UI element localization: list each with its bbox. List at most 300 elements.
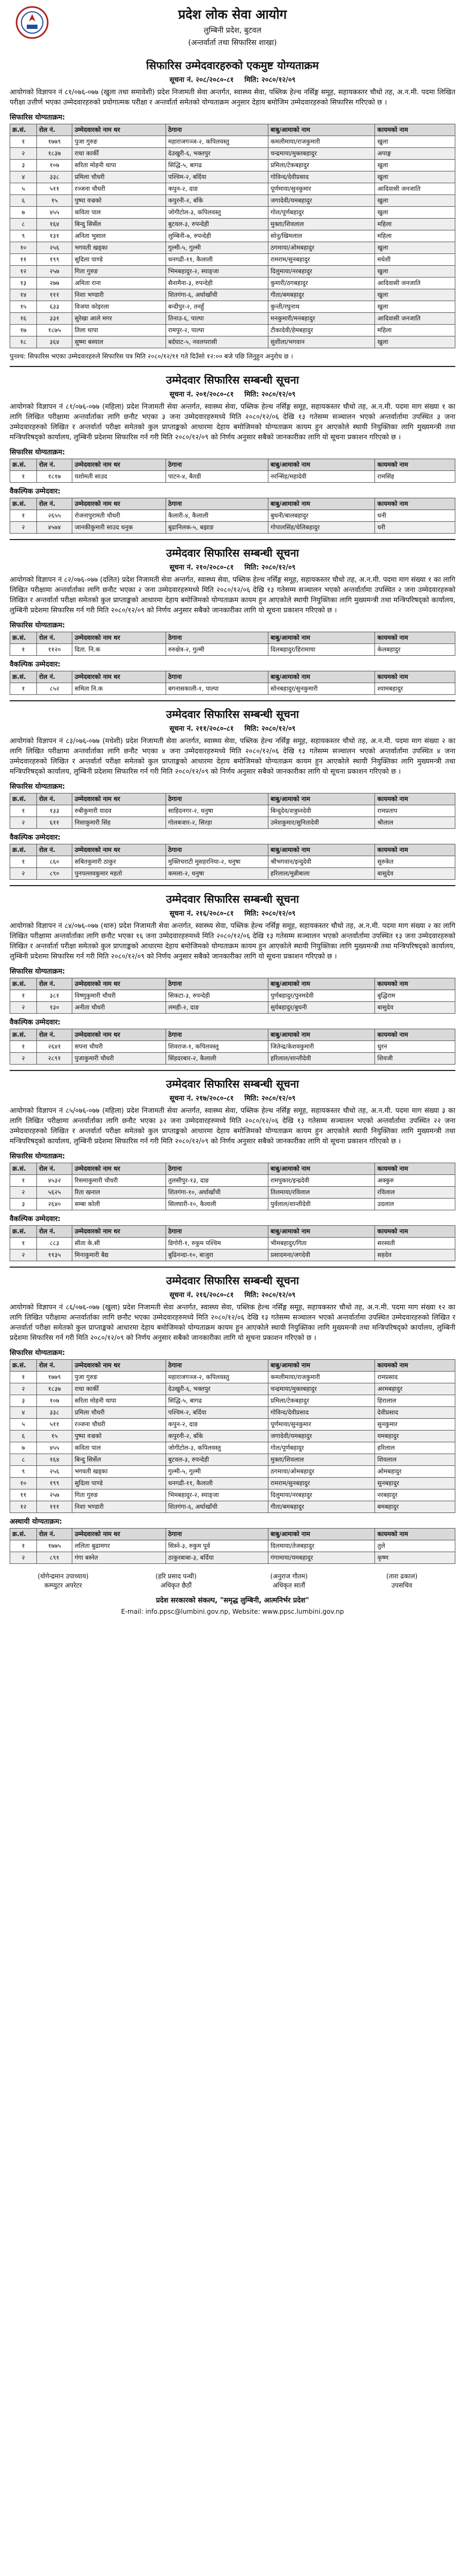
table-cell: प्रमिला चौधरी [72, 171, 166, 183]
column-header: बाबु/आमाको नाम [268, 498, 374, 510]
table-cell: ५६२५ [36, 1187, 72, 1199]
section-divider [10, 366, 455, 367]
candidate-table [10, 1029, 455, 1065]
signatories [10, 1571, 455, 1590]
table-row [10, 136, 455, 148]
table-cell: कमलीमाया/राजकुमारी [268, 1372, 374, 1383]
table-cell: ५११ [36, 1419, 72, 1431]
table-cell: सपना चौधरी [72, 1041, 166, 1053]
column-header: कायमको नाम [375, 671, 455, 683]
table-row [10, 183, 455, 195]
section-divider [10, 700, 455, 701]
column-header: कायमको नाम [375, 459, 455, 471]
table-cell: १ [10, 471, 37, 483]
table-cell: साहिदनगर-२, धनुषा [166, 805, 268, 817]
table-cell: कपुरनी-२, बाँके [166, 195, 268, 207]
table-row [10, 471, 455, 483]
table-cell: जानकीकुमारी साउद धनुक [72, 522, 166, 534]
notice-title: उम्मेदवार सिफारिस सम्बन्धी सूचना [166, 893, 299, 905]
table-row [10, 683, 455, 695]
table-cell: १७७९ [36, 136, 72, 148]
table-cell: २६४० [36, 1199, 72, 1210]
column-header: ठेगाना [166, 844, 268, 856]
table-cell: १ [10, 510, 37, 522]
table-cell: सहदेव [375, 1249, 455, 1261]
merit-list-label: सिफारिस योग्यताक्रम: [10, 621, 65, 630]
column-header: ठेगाना [166, 1226, 268, 1238]
table-cell: १ [10, 1238, 37, 1249]
column-header: ठेगाना [166, 1529, 268, 1540]
table-cell: ठगमाया/ओमबहादुर [268, 1466, 374, 1478]
table-cell: प्रसादमना/जगदेवी [268, 1249, 374, 1261]
table-row [10, 817, 455, 829]
table-cell: ८६० [36, 856, 72, 868]
table-cell: ७ [10, 1442, 37, 1454]
nepal-emblem-icon [15, 5, 49, 40]
table-cell: मुक्तिचराटी मुसहरनिया-२, धनुषा [166, 856, 268, 868]
table-cell: तुले [375, 1540, 455, 1552]
table-cell: दिलमाया/तेजबहादुर [268, 1540, 374, 1552]
table-cell: गिता गुरुङ [72, 266, 166, 278]
table-cell: बगनासकाली-१, पाल्पा [166, 683, 268, 695]
column-header: रोल नं. [36, 844, 72, 856]
notice-number: सूचना नं. २१०/२०८०-८१ [169, 564, 234, 572]
table-row [10, 1175, 455, 1187]
table-header-row [10, 124, 455, 136]
table-cell: सुदिला पाण्डे [72, 254, 166, 266]
table-cell: २ [10, 522, 37, 534]
column-header: उम्मेदवारको नाम थर [72, 978, 166, 990]
column-header: बाबु/आमाको नाम [268, 459, 374, 471]
alternate-list-label: वैकल्पिक उम्मेदवार: [10, 1019, 61, 1027]
column-header: रोल नं. [36, 978, 72, 990]
table-cell: बुद्धिराम [375, 990, 455, 1002]
notice-paragraph: आयोगको विज्ञापन नं ८४/०७६-०७७ (थारु) प्रदेश निजामती सेवा अन्तर्गत, स्वास्थ्य सेवा, पब्लिक हेल्थ नर्सिङ्ग समूह, सहायकस्तर चौथो तह, अ.न.मी. पदमा माग संख्या २ का लागि लिखित परीक्षामा अन्तर्वार्ताका लागि छनौट भएका १६ जना उम्मेदवारहरुमध्ये मिति २०८०/१२/०६ देखि १३ गतेसम्म सञ्चालन भएको अन्तर्वार्तामा उपस्थित १३ जना उम्मेदवारहरुको लिखित र अन्तर्वार्ता परीक्षा समेतको कुल प्राप्ताङ्कको आधारमा देहाय बमोजिमको योग्यताक्रम कायम हुन आएकोले स्थायी नियुक्तिका लागि मुख्यमन्त्री तथा मन्त्रिपरिषद्को कार्यालय, लुम्बिनी प्रदेशमा सिफारिस गर्न गरी मिति २०८०/१२/०९ को निर्णय अनुसार सबैको जानकारीका लागि यो सूचना प्रकाशन गरिएको छ । [10, 922, 455, 961]
table-cell: तिनाउ-६, पाल्पा [166, 313, 268, 325]
table-cell: रञ्जना चौधरी [72, 1419, 166, 1431]
table-cell: पूर्णमाया/सुनकुमार [268, 183, 374, 195]
notice-number-line [10, 1290, 455, 1299]
table-cell: २ [10, 148, 37, 160]
column-header: क्र.सं. [10, 1226, 37, 1238]
table-cell: २ [10, 1187, 37, 1199]
table-cell: २ [10, 1383, 37, 1395]
table-cell: दिलुमाया/नरबहादुर [268, 266, 374, 278]
table-cell: सुनबहादुर [375, 1478, 455, 1489]
notice-title: सिफारिस उम्मेदवारहरुको एकमुष्ट योग्यताक्रम [146, 59, 319, 72]
table-cell: रुबीकुमारी यादव [72, 805, 166, 817]
table-row [10, 1053, 455, 1065]
table-cell: खुला [375, 195, 455, 207]
table-cell: ५११ [36, 183, 72, 195]
table-header-row [10, 1226, 455, 1238]
table-header-row [10, 793, 455, 805]
table-cell: भगवती खड्का [72, 242, 166, 254]
table-cell: केलबहादुर [375, 644, 455, 656]
table-row [10, 1249, 455, 1261]
table-cell: गिता गुरुङ [72, 1489, 166, 1501]
commission-location: लुम्बिनी प्रदेश, बुटवल [204, 26, 261, 35]
table-cell: नरन्सिंह/महादेवी [268, 471, 374, 483]
table-row [10, 289, 455, 301]
table-cell: गोल/पूर्णबहादुर [268, 1442, 374, 1454]
signatory: (तारा ढकाल) उपसचिव [386, 1572, 418, 1589]
column-header: कायमको नाम [375, 793, 455, 805]
table-cell: कपुन-२, दाङ [166, 183, 268, 195]
notice-number: सूचना नं. २१७/२०८०-८१ [169, 1095, 234, 1103]
column-header: बाबु/आमाको नाम [268, 671, 374, 683]
table-row [10, 1238, 455, 1249]
table-cell: निशा भण्डारी [72, 289, 166, 301]
table-cell: धनी [375, 510, 455, 522]
table-cell: श्रीभगवान/इन्दुदेवी [268, 856, 374, 868]
table-cell: विजया कोइरला [72, 301, 166, 313]
table-cell: महाराजगञ्ज-२, कपिलवस्तु [166, 136, 268, 148]
table-cell: अमिता राना [72, 278, 166, 289]
notice-number: सूचना नं. २११/२०८०-८१ [169, 725, 234, 733]
notice-date: मिति: २०८०/१२/०९ [244, 910, 296, 918]
candidate-table [10, 1225, 455, 1261]
notice-paragraph: आयोगको विज्ञापन नं ८१/०७६-०७७ (महिला) प्रदेश निजामती सेवा अन्तर्गत, स्वास्थ्य सेवा, पब्लिक हेल्थ नर्सिङ्ग समूह, सहायकस्तर चौथो तह, अ.न.मी. पदमा माग संख्या १ का लागि लिखित परीक्षामा अन्तर्वार्ताका लागि छनौट भएका ३ जना उम्मेदवारहरुमध्ये मिति २०८०/१२/०६ देखि १३ गतेसम्म सञ्चालन भएको अन्तर्वार्तामा उपस्थित ३ जना उम्मेदवारहरुको लिखित र अन्तर्वार्ता परीक्षा समेतको कुल प्राप्ताङ्कको आधारमा देहाय बमोजिमको योग्यताक्रम कायम हुन आएकोले स्थायी नियुक्तिका लागि मुख्यमन्त्री तथा मन्त्रिपरिषद्को कार्यालय, लुम्बिनी प्रदेशमा सिफारिस गर्न गरी मिति २०८०/१२/०९ को निर्णय अनुसार सबैको जानकारीका लागि यो सूचना प्रकाशन गरिएको छ । [10, 403, 455, 441]
table-cell: सुनकुमार [375, 1419, 455, 1431]
table-cell: शितगंगा-६, अर्घाखाँची [166, 1501, 268, 1513]
table-cell: २ [10, 1053, 37, 1065]
table-cell: ३८१ [36, 990, 72, 1002]
table-row [10, 313, 455, 325]
table-row [10, 230, 455, 242]
table-cell: उमेशकुमार/सुनितादेवी [268, 817, 374, 829]
column-header: ठेगाना [166, 978, 268, 990]
table-cell: अक्कुरु [375, 1175, 455, 1187]
table-cell: गोल/पूर्णबहादुर [268, 207, 374, 219]
table-cell: महिला [375, 325, 455, 336]
table-cell: १८३७ [36, 1383, 72, 1395]
table-cell: गोलबजार-२, सिरहा [166, 817, 268, 829]
table-cell: सुरेखा आले मगर [72, 313, 166, 325]
table-cell: कमलीमाया/राजकुमारी [268, 136, 374, 148]
table-cell: मुक्ता/शिवलाल [268, 219, 374, 230]
table-cell: १३१ [36, 230, 72, 242]
table-cell: ओमबहादुर [375, 1466, 455, 1478]
table-row [10, 254, 455, 266]
table-row [10, 301, 455, 313]
contact-info: E-mail: info.ppsc@lumbini.gov.np, Website: www.ppsc.lumbini.gov.np [121, 1608, 344, 1615]
table-cell: कुन्ती/रघुनाथ [268, 301, 374, 313]
notice-number: सूचना नं. २०८/२०८०-८१ [169, 76, 234, 84]
column-header: रोल नं. [36, 671, 72, 683]
column-header: उम्मेदवारको नाम थर [72, 1226, 166, 1238]
table-cell: रिता खनाल [72, 1187, 166, 1199]
table-cell: कपुन-२, दाङ [166, 1419, 268, 1431]
table-header-row [10, 978, 455, 990]
table-cell: पुजा गुरुङ [72, 136, 166, 148]
notice-date: मिति: २०८०/१२/०९ [244, 1291, 296, 1299]
table-cell: सैनामैना-३, रुपन्देही [166, 278, 268, 289]
column-header: उम्मेदवारको नाम थर [72, 1029, 166, 1041]
column-header: क्र.सं. [10, 459, 37, 471]
table-row [10, 856, 455, 868]
table-cell: कविता पाल [72, 1442, 166, 1454]
table-cell: १५ [36, 1431, 72, 1442]
table-cell: सम्बा कोली [72, 1199, 166, 1210]
recommendation-notice [10, 1070, 455, 1261]
table-cell: रामराम/सुनबहादुर [268, 254, 374, 266]
table-cell: बमबहादुर [375, 1501, 455, 1513]
table-cell: ९ [10, 1466, 37, 1478]
table-cell: ३६४ [36, 336, 72, 348]
table-cell: दिता. नि.क [72, 644, 166, 656]
column-header: उम्मेदवारको नाम थर [72, 844, 166, 856]
table-cell: १ [10, 1372, 37, 1383]
table-cell: १६४ [36, 219, 72, 230]
table-cell: ६११ [36, 817, 72, 829]
column-header: रोल नं. [36, 1029, 72, 1041]
table-cell: तुलसीपुर-१३, दाङ [166, 1175, 268, 1187]
table-cell: अरमबहादुर [375, 1383, 455, 1395]
table-row [10, 1002, 455, 1014]
column-header: बाबु/आमाको नाम [268, 978, 374, 990]
table-cell: मुक्ता/शिवलाल [268, 1454, 374, 1466]
table-cell: पुजा गुरुङ [72, 1372, 166, 1383]
section-divider [10, 1267, 455, 1268]
table-cell: टीकादेवी/हेमबहादुर [268, 325, 374, 336]
table-cell: शितगंगा-६, अर्घाखाँची [166, 289, 268, 301]
table-cell: पुष्पा वज्रको [72, 1431, 166, 1442]
merit-list-label: सिफारिस योग्यताक्रम: [10, 783, 65, 791]
table-cell: शिवराज-१, कपिलवस्तु [166, 1041, 268, 1053]
column-header: उम्मेदवारको नाम थर [72, 1529, 166, 1540]
table-cell: १३ [10, 278, 37, 289]
table-cell: रविलाल [375, 1187, 455, 1199]
column-header: क्र.सं. [10, 978, 37, 990]
table-cell: डिगोरी-१, रुकुम पश्चिम [166, 1238, 268, 1249]
table-header-row [10, 1163, 455, 1175]
table-cell: अपाङ्ग [375, 148, 455, 160]
table-cell: १०७ [36, 160, 72, 171]
table-cell: देउखुरी-६, भक्तपुर [166, 148, 268, 160]
table-row [10, 1372, 455, 1383]
table-cell: खुला [375, 171, 455, 183]
table-cell: बुढिनन्दा-१०, बाजुरा [166, 1249, 268, 1261]
column-header: कायमको नाम [375, 844, 455, 856]
table-cell: ११ [10, 254, 37, 266]
table-row [10, 1419, 455, 1431]
signatory: (हरि प्रसाद पन्थी) अधिकृत छैठौं [155, 1572, 197, 1589]
column-header: ठेगाना [166, 671, 268, 683]
table-cell: ८ [10, 1454, 37, 1466]
column-header: क्र.सं. [10, 1029, 37, 1041]
table-cell: शिवलाल [375, 1454, 455, 1466]
table-cell: १४ [10, 289, 37, 301]
table-cell: १३३ [36, 805, 72, 817]
table-cell: ४५५ [36, 1442, 72, 1454]
column-header: उम्मेदवारको नाम थर [72, 793, 166, 805]
table-cell: सुरुकेत [375, 856, 455, 868]
column-header: क्र.सं. [10, 1360, 37, 1372]
table-cell: बिन्दु सिर्सेल [72, 1454, 166, 1466]
table-cell: १ [10, 1175, 37, 1187]
alternate-list-label: अस्थायी योग्यताक्रम: [10, 1518, 62, 1526]
recommendation-notice [10, 700, 455, 880]
column-header: उम्मेदवारको नाम थर [72, 1163, 166, 1175]
candidate-table [10, 124, 455, 348]
table-row [10, 171, 455, 183]
table-cell: १० [10, 1478, 37, 1489]
table-cell: २७७ [36, 278, 72, 289]
table-row [10, 522, 455, 534]
column-header: बाबु/आमाको नाम [268, 1529, 374, 1540]
merit-list-label: सिफारिस योग्यताक्रम: [10, 1349, 65, 1357]
table-row [10, 1478, 455, 1489]
table-cell: गीता/बमबहादुर [268, 289, 374, 301]
table-cell: अनीता चौधरी [72, 1002, 166, 1014]
table-cell: कमला-२, धनुषा [166, 868, 268, 880]
column-header: क्र.सं. [10, 1529, 37, 1540]
recommendation-notice [10, 1267, 455, 1564]
table-cell: २ [10, 868, 37, 880]
recommendation-notice [10, 366, 455, 534]
notice-number-line [10, 389, 455, 399]
notice-paragraph: आयोगको विज्ञापन नं ८१/०७६-०७७ (खुला तथा समावेशी) प्रदेश निजामती सेवा अन्तर्गत, स्वास्थ्य सेवा, पब्लिक हेल्थ नर्सिङ्ग समूह, सहायकस्तर चौथो तह, अ.न.मी. पदमा लिखित परीक्षा उत्तीर्ण भएका उम्मेदवारहरुको प्रयोगात्मक परीक्षा र अन्तर्वार्ता समेतको योग्यताक्रम अनुसार देहाय बमोजिम उम्मेदवारहरुको सिफारिस गरिएको छ । [10, 88, 455, 107]
table-cell: खुला [375, 160, 455, 171]
table-cell: मनकुमारी/मनबहादुर [268, 313, 374, 325]
column-header: कायमको नाम [375, 1029, 455, 1041]
table-cell: अनिता भुसाल [72, 230, 166, 242]
table-header-row [10, 459, 455, 471]
notice-number: सूचना नं. २१६/२०८०-८१ [169, 1291, 234, 1299]
table-cell: पुनपल्लवकुमार महतो [72, 868, 166, 880]
table-cell: २ [10, 1552, 37, 1564]
table-cell: पुर्वलाल/शान्तीदेवी [268, 1199, 374, 1210]
table-cell: सिकटा-३, रुपन्देही [166, 990, 268, 1002]
table-cell: रामप्रताप [375, 805, 455, 817]
table-row [10, 160, 455, 171]
table-cell: १११ [36, 1501, 72, 1513]
alternate-list-label: वैकल्पिक उम्मेदवार: [10, 661, 61, 669]
table-cell: गोपालसिंह/धेलिबहादुर [268, 522, 374, 534]
table-cell: प्रमिला/टेकबहादुर [268, 1395, 374, 1407]
table-cell: राधा कार्की [72, 1383, 166, 1395]
table-cell: १ [10, 683, 37, 695]
table-row [10, 510, 455, 522]
table-cell: १३० [36, 1002, 72, 1014]
table-cell: २ [10, 1002, 37, 1014]
table-cell: २६५५ [36, 510, 72, 522]
notice-date: मिति: २०८०/१२/०९ [244, 1095, 296, 1103]
table-cell: सोनु/खिमलाल [268, 230, 374, 242]
notice-title: उम्मेदवार सिफारिस सम्बन्धी सूचना [166, 708, 299, 721]
column-header: बाबु/आमाको नाम [268, 1029, 374, 1041]
table-cell: बन्दीपुर-२, तनहुँ [166, 301, 268, 313]
table-cell: गंगा बस्नेत [72, 1552, 166, 1564]
table-cell: ६३३ [36, 301, 72, 313]
table-cell: १८१७ [36, 471, 72, 483]
column-header: क्र.सं. [10, 671, 37, 683]
merit-list-label: सिफारिस योग्यताक्रम: [10, 1152, 65, 1160]
table-cell: जगादेवी/यमबहादुर [268, 195, 374, 207]
table-cell: १७७९ [36, 1372, 72, 1383]
branch-name: (अन्तर्वार्ता तथा सिफारिस शाखा) [188, 39, 277, 47]
table-cell: भिमबहादुर-२, स्याङ्जा [166, 1489, 268, 1501]
table-cell: सरिता मोहनी थापा [72, 160, 166, 171]
signatory: (योगेन्द्रमान उपाध्याय) कम्प्युटर अपरेटर [38, 1572, 89, 1589]
table-header-row [10, 632, 455, 644]
table-cell: बर्दघाट-५, नवलपरासी [166, 336, 268, 348]
column-header: कायमको नाम [375, 1360, 455, 1372]
candidate-table [10, 1528, 455, 1564]
notice-number: सूचना नं. २१६/२०८०-८१ [169, 910, 234, 918]
table-cell: ५ [10, 1419, 37, 1431]
table-cell: ४ [10, 171, 37, 183]
table-row [10, 1407, 455, 1419]
table-row [10, 219, 455, 230]
column-header: ठेगाना [166, 1029, 268, 1041]
table-cell: तिलमाया/रविलाल [268, 1187, 374, 1199]
notice-note: पुनश्च: सिफारिस भएका उम्मेदवारहरुले सिफारिस पत्र मिति २०८०/१२/११ गते दिउँसो १२:०० बजे पछि लिनुहुन अनुरोध छ । [10, 353, 293, 360]
table-cell: धुरन [375, 1041, 455, 1053]
table-cell: भीमबहादुर/गिता [268, 1238, 374, 1249]
table-cell: २ [10, 1249, 37, 1261]
column-header: क्र.सं. [10, 632, 37, 644]
table-cell: ४५३२ [36, 1175, 72, 1187]
table-cell: ६ [10, 195, 37, 207]
table-cell: १२ [10, 266, 37, 278]
table-cell: सिलघारी-१०, कैलाली [166, 1199, 268, 1210]
table-cell: यमबहादुर [375, 1431, 455, 1442]
table-cell: बिन्दुदेव/शत्रुघ्नदेवी [268, 805, 374, 817]
table-cell: हिरालाल [375, 1395, 455, 1407]
column-header: रोल नं. [36, 498, 72, 510]
table-cell: बुधनी/बालबहादुर [268, 510, 374, 522]
table-cell: पश्चिम-२, बर्दिया [166, 171, 268, 183]
column-header: क्र.सं. [10, 124, 37, 136]
table-cell: पूर्णमाया/सुनकुमार [268, 1419, 374, 1431]
table-cell: गुल्मी-५, गुल्मी [166, 242, 268, 254]
column-header: ठेगाना [166, 632, 268, 644]
column-header: ठेगाना [166, 1360, 268, 1372]
notice-date: मिति: २०८०/१२/०९ [244, 564, 296, 572]
column-header: ठेगाना [166, 124, 268, 136]
table-cell: भगवती खड्का [72, 1466, 166, 1478]
table-cell: लमही-२, दाङ [166, 1002, 268, 1014]
table-cell: पश्चिम-२, बर्दिया [166, 1407, 268, 1419]
table-header-row [10, 671, 455, 683]
table-cell: यशोमती साउद [72, 471, 166, 483]
column-header: बाबु/आमाको नाम [268, 1163, 374, 1175]
table-cell: १२ [10, 1501, 37, 1513]
table-cell: सिद्धि-५, बागढ [166, 1395, 268, 1407]
table-cell: बुढानिलक-५, बझाङ [166, 522, 268, 534]
notice-title: उम्मेदवार सिफारिस सम्बन्धी सूचना [166, 373, 299, 386]
notice-number-line [10, 562, 455, 572]
table-cell: तिला थापा [72, 325, 166, 336]
column-header: ठेगाना [166, 793, 268, 805]
section-divider [10, 1070, 455, 1071]
table-row [10, 266, 455, 278]
commission-title: प्रदेश लोक सेवा आयोग [178, 7, 287, 22]
notice-date: मिति: २०८०/१२/०९ [244, 725, 296, 733]
table-cell: चन्द्रमाया/मुक्तबहादुर [268, 148, 374, 160]
table-cell: गंगामाया/यमबहादुर [268, 1552, 374, 1564]
table-cell: मिनाकुमारी बैद्य [72, 1249, 166, 1261]
table-cell: निसाकुमारी सिंह [72, 817, 166, 829]
table-cell: नरबहादुर [375, 1489, 455, 1501]
notice-title: उम्मेदवार सिफारिस सम्बन्धी सूचना [166, 546, 299, 559]
table-cell: १९९ [36, 1478, 72, 1489]
table-cell: २५६ [36, 242, 72, 254]
alternate-list-label: वैकल्पिक उम्मेदवार: [10, 488, 61, 496]
table-row [10, 1552, 455, 1564]
